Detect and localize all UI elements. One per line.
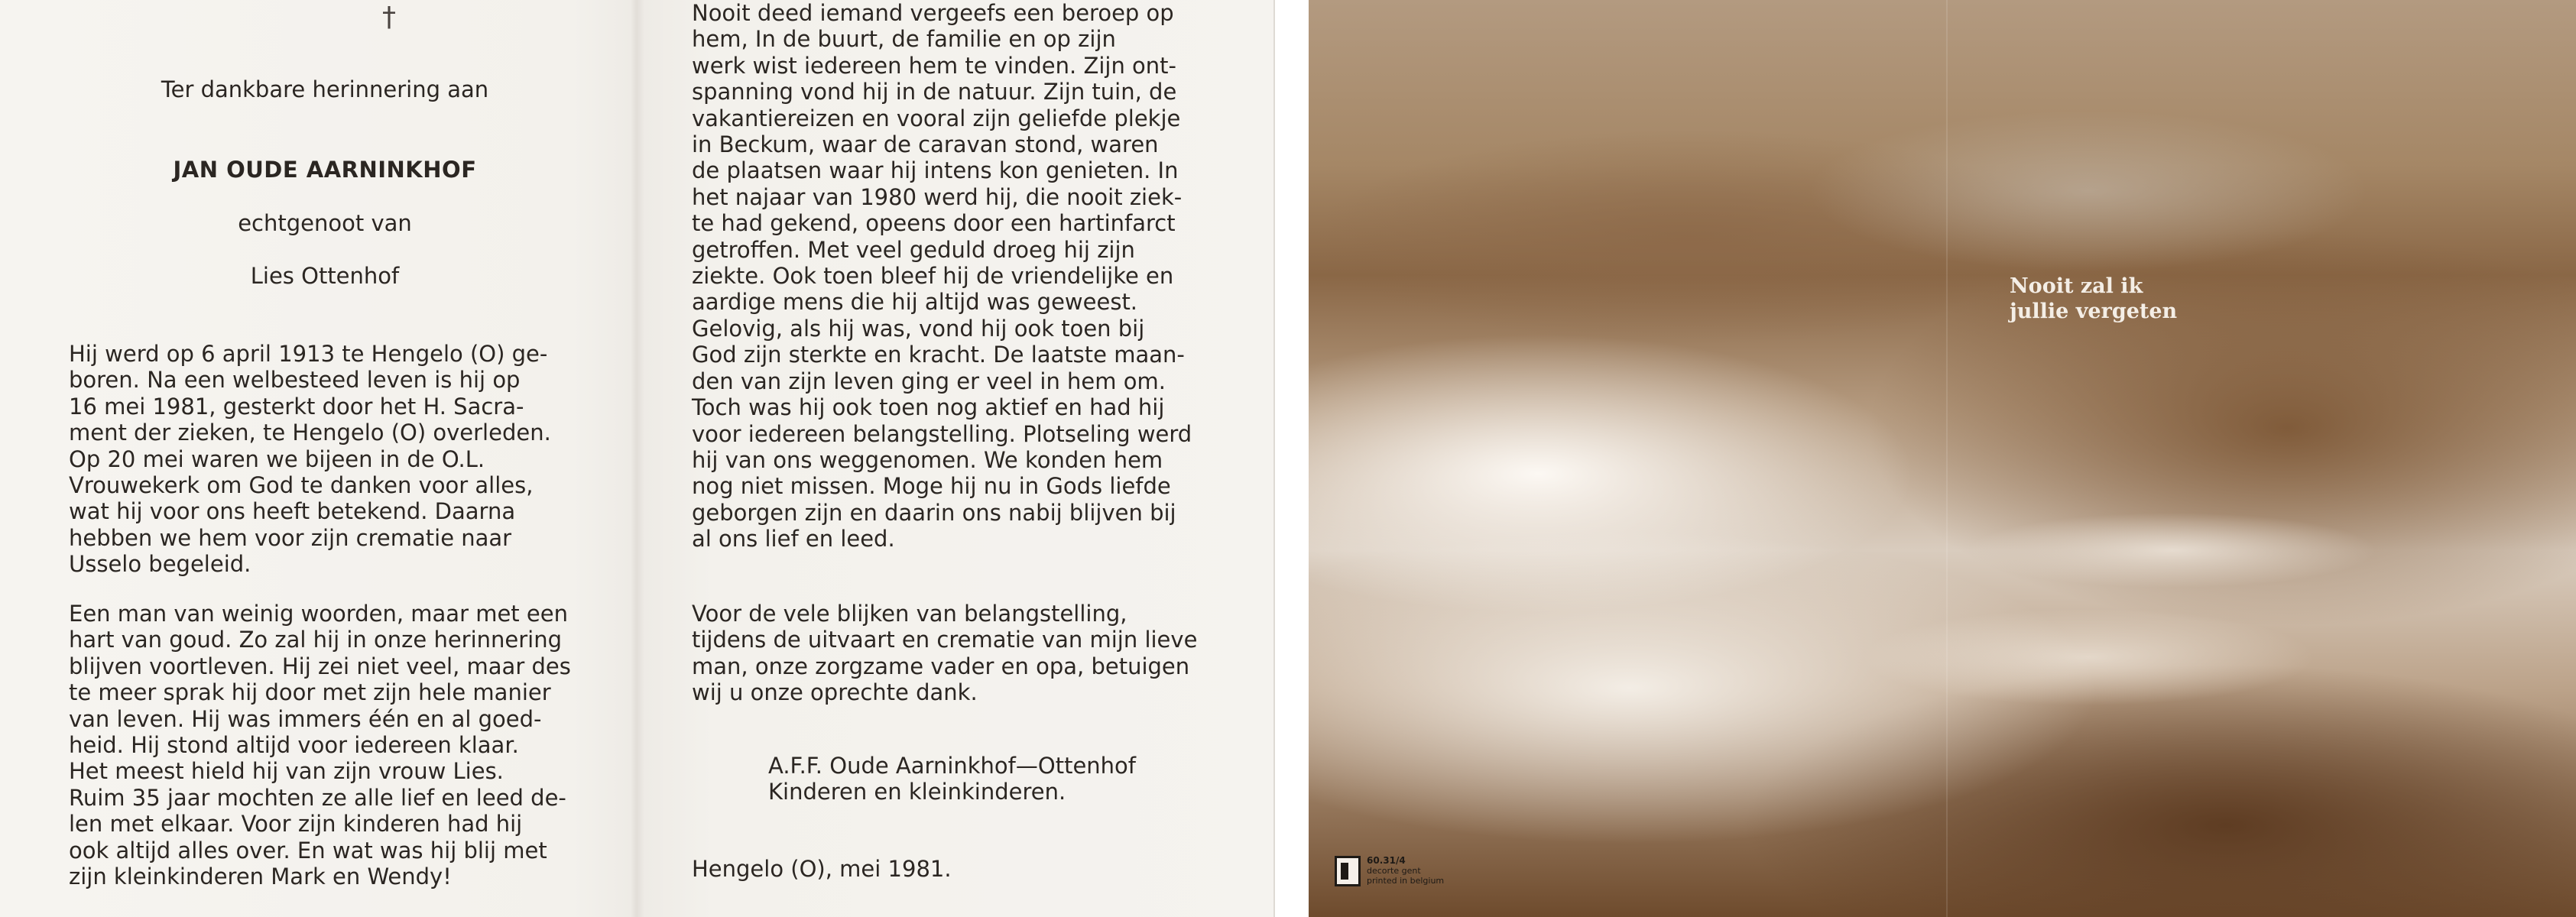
spouse-name: Lies Ottenhof: [250, 263, 400, 289]
cover-caption: Nooit zal ik jullie vergeten: [2010, 274, 2178, 323]
publisher-code: 60.31/4: [1367, 855, 1406, 866]
place-date: Hengelo (O), mei 1981.: [692, 856, 952, 882]
publisher-mark: [1335, 856, 1444, 886]
left-column: [69, 0, 581, 917]
right-column: [692, 0, 1200, 917]
thanks-paragraph: Voor de vele blijken van belangstelling, tijdens de uitvaart en crematie van mijn lieve man, onze zorgzame vader en opa, betuigen wij u onze oprechte dank.: [692, 601, 1198, 706]
printed-in: printed in belgium: [1367, 876, 1445, 886]
publisher-logo-icon: [1335, 856, 1361, 886]
fold-line: [1946, 0, 1948, 917]
publisher-info: [1367, 856, 1444, 886]
publisher-name: decorte gent: [1367, 866, 1421, 876]
deceased-name: JAN OUDE AARNINKHOF: [173, 157, 477, 183]
biography-paragraph-3: Nooit deed iemand vergeefs een beroep op hem, In de buurt, de familie en op zijn werk wist iedereen hem te vinden. Zijn ont- spanning vond hij in de natuur. Zijn tuin, de vakantiereizen en vooral zijn geliefde plekje in Beckum, waar de caravan stond, waren de plaatsen waar hij intens kon genieten. In het najaar van 1980 werd hij, die nooit ziek- te had gekend, opeens door een hartinfarct getroffen. Met veel geduld droeg hij zijn ziekte. Ook toen bleef hij de vriendelijke en aardige mens die hij altijd was geweest. Gelovig, als hij was, vond hij ook toen bij God zijn sterkte en kracht. De laatste maan- den van zijn leven ging er veel in hem om. Toch was hij ook toen nog aktief en had hij voor iedereen belangstelling. Plotseling werd hij van ons weggenomen. We konden hem nog niet missen. Moge hij nu in Gods liefde geborgen zijn en daarin ons nabij blijven bij al ons lief en leed.: [692, 0, 1192, 552]
biography-paragraph-1: Hij werd op 6 april 1913 te Hengelo (O) ge- boren. Na een welbesteed leven is hij op 16 mei 1981, gesterkt door het H. Sacra- ment der zieken, te Hengelo (O) overleden. Op 20 mei waren we bijeen in de O.L. Vrouwekerk om God te danken voor alles, wat hij voor ons heeft betekend. Daarna hebben we hem voor zijn crematie naar Usselo begeleid.: [69, 341, 551, 578]
relation-line: echtgenoot van: [238, 210, 412, 236]
cross-icon: †: [382, 2, 396, 33]
cover-photo: [1309, 0, 2576, 917]
memorial-card-inside: [0, 0, 1275, 917]
biography-paragraph-2: Een man van weinig woorden, maar met een hart van goud. Zo zal hij in onze herinnering blijven voortleven. Hij zei niet veel, maar des te meer sprak hij door met zijn hele manier van leven. Hij was immers één en al goed- heid. Hij stond altijd voor iedereen klaar. Het meest hield hij van zijn vrouw Lies. Ruim 35 jaar mochten ze alle lief en leed de- len met elkaar. Voor zijn kinderen had hij ook altijd alles over. En wat was hij blij met zijn kleinkinderen Mark en Wendy!: [69, 601, 571, 890]
family-signature: A.F.F. Oude Aarninkhof—Ottenhof Kinderen en kleinkinderen.: [768, 753, 1137, 805]
intro-line: Ter dankbare herinnering aan: [161, 76, 489, 102]
